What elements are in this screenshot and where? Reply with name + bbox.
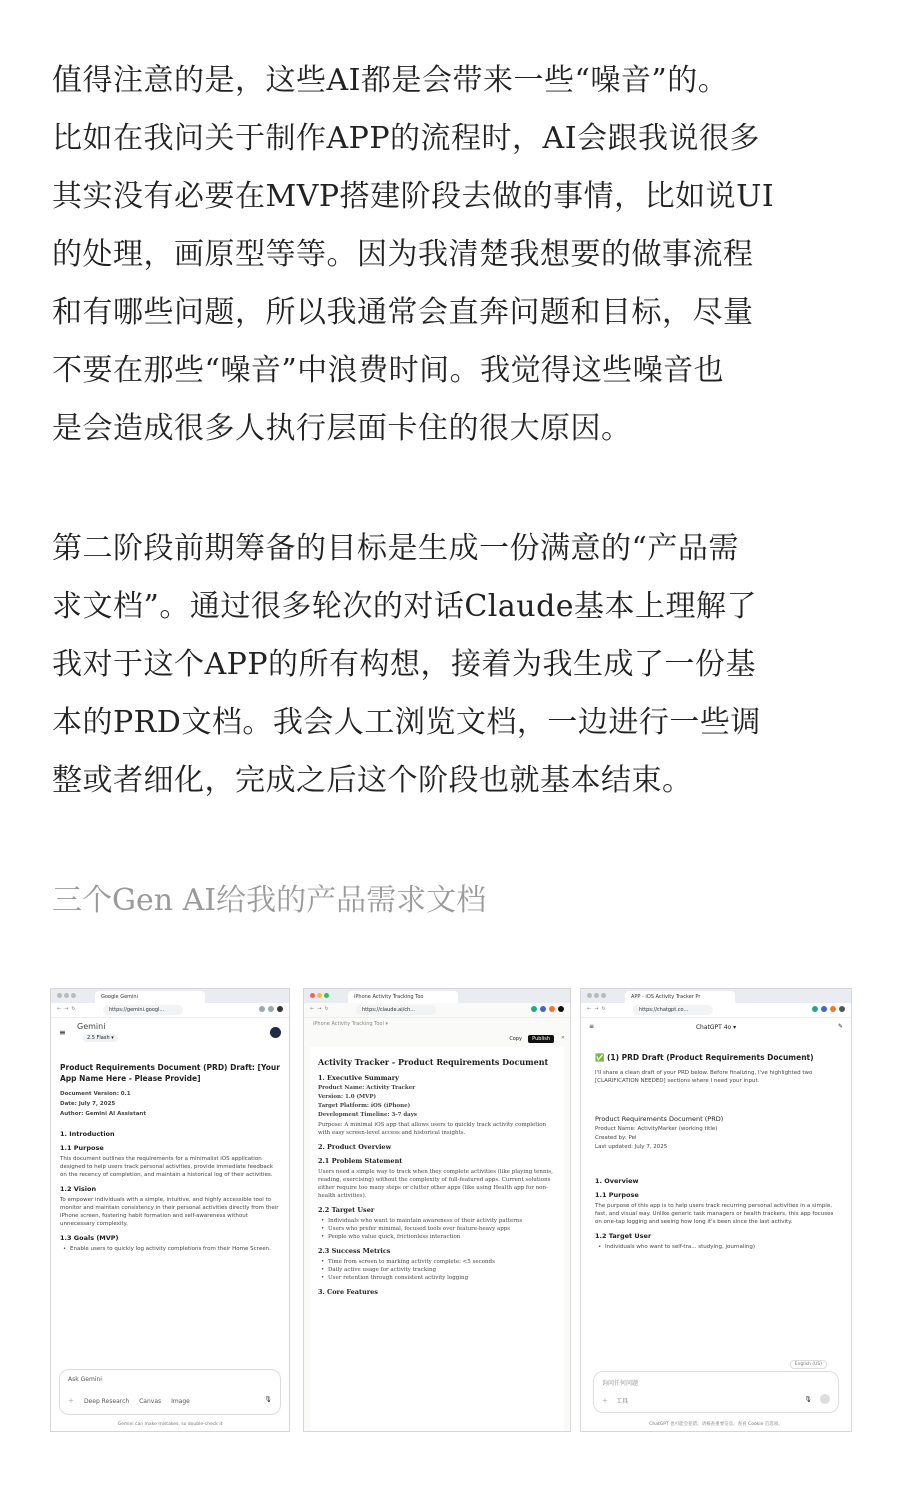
section-heading: 1.3 Goals (MVP) [60, 1234, 119, 1242]
prompt-input[interactable]: Ask Gemini [68, 1376, 102, 1383]
list-item: • Time from screen to marking activity complete: <5 seconds [318, 1258, 556, 1266]
text-line: 整或者细化，完成之后这个阶段也就基本结束。 [52, 763, 693, 798]
section-heading: 1.2 Vision [60, 1185, 97, 1193]
nav-arrows-icon: ←→↻ [57, 1006, 79, 1012]
text-line: 的处理，画原型等等。因为我清楚我想要的做事流程 [52, 237, 754, 272]
claude-screenshot [303, 988, 571, 1432]
paragraph-1 [52, 52, 852, 458]
section-text: This document outlines the requirements for a minimalist iOS application designed to help users track personal activities, provide immediate feedback on the recency of completion, and maintain a historical log of their activities. [60, 1156, 273, 1178]
browser-tab: APP - iOS Activity Tracker Pr [625, 991, 735, 1003]
avatar [270, 1027, 281, 1038]
prompt-tools [602, 1396, 628, 1405]
list-item: • Individuals who want to self-tra... studying, journaling) [595, 1243, 837, 1251]
app-name: Gemini [77, 1022, 106, 1031]
nav-arrows-icon: ←→↻ [310, 1006, 332, 1012]
nav-arrows-icon: ←→↻ [587, 1006, 609, 1012]
tool-deep-research[interactable]: Deep Research [83, 1398, 130, 1405]
tools-button[interactable]: 工具 [615, 1398, 628, 1405]
section-heading: 1. Introduction [60, 1130, 115, 1138]
browser-tabbar [51, 989, 289, 1003]
doc-title: Product Requirements Document (PRD) Draft: [Your App Name Here - Please Provide] [60, 1063, 280, 1083]
window-controls [587, 993, 608, 1000]
meta-line: Product Name: ActivityMarker (working title) [595, 1126, 718, 1132]
text-line: 本的PRD文档。我会人工浏览文档，一边进行一些调 [52, 705, 761, 740]
list-item: • Individuals who want to maintain awareness of their activity patterns [318, 1217, 556, 1225]
meta-line: Development Timeline: 3-7 days [318, 1112, 418, 1118]
text-line: 值得注意的是，这些AI都是会带来一些“噪音”的。 [52, 63, 729, 98]
add-icon[interactable]: ＋ [68, 1398, 75, 1405]
text-line: 是会造成很多人执行层面卡住的很大原因。 [52, 411, 632, 446]
chatgpt-header [581, 1018, 851, 1038]
language-selector[interactable]: English (US) [790, 1360, 827, 1369]
publish-button[interactable]: Publish [528, 1035, 554, 1043]
prompt-box[interactable] [59, 1369, 281, 1415]
section-heading: 1. Overview [595, 1177, 639, 1185]
address-bar [581, 1003, 851, 1018]
disclaimer: Gemini can make mistakes, so double-check it [117, 1422, 223, 1427]
doc-title: Activity Tracker - Product Requirements Document [318, 1057, 549, 1067]
copy-button[interactable]: Copy [509, 1036, 522, 1042]
artifact-toolbar [304, 1033, 570, 1047]
breadcrumb[interactable]: iPhone Activity Tracking Tool ▾ [313, 1021, 388, 1027]
gemini-doc [51, 1062, 289, 1253]
url-field: https://chatgpt.co... [633, 1005, 713, 1015]
meta-line: Target Platform: iOS (iPhone) [318, 1103, 411, 1109]
text-line: 第二阶段前期筹备的目标是生成一份满意的“产品需 [52, 531, 739, 566]
doc-author: Author: Gemini AI Assistant [60, 1111, 146, 1117]
section-text: The purpose of this app is to help users track recurring personal activities in a simple, fast, and visual way. Unlike generic task managers or health trackers, this app focuses on one-tap logging and seeing how long it's been since the last activity. [595, 1203, 834, 1225]
doc-heading: Product Requirements Document (PRD) [595, 1115, 724, 1123]
extension-icons [256, 1006, 283, 1014]
add-icon[interactable]: ＋ [602, 1398, 609, 1405]
section-heading: 2.1 Problem Statement [318, 1157, 403, 1165]
screenshot-collage [50, 988, 850, 1430]
section-heading: 3. Core Features [318, 1288, 378, 1296]
gemini-header [51, 1018, 289, 1048]
section-heading: 1. Executive Summary [318, 1074, 399, 1082]
text-line: 其实没有必要在MVP搭建阶段去做的事情，比如说UI [52, 179, 775, 214]
disclaimer: ChatGPT 也可能会犯错。请核查重要信息。查看 Cookie 首选项。 [649, 1422, 783, 1427]
mic-icon[interactable]: 🎙 [264, 1396, 272, 1403]
section-text: To empower individuals with a simple, intuitive, and highly accessible tool to monitor and maintain consistency in their personal activities directly from their iPhone screen, fostering habit formation and self-awareness without unnecessary complexity. [60, 1197, 279, 1227]
meta-line: Last updated: July 7, 2025 [595, 1144, 668, 1150]
meta-line: Version: 1.0 (MVP) [318, 1094, 377, 1100]
browser-tabbar [304, 989, 570, 1003]
doc-date: Date: July 7, 2025 [60, 1101, 116, 1107]
section-heading: 2.2 Target User [318, 1206, 375, 1214]
doc-version: Document Version: 0.1 [60, 1091, 131, 1097]
menu-icon: ≡ [59, 1028, 66, 1037]
window-controls [57, 993, 78, 1000]
chatgpt-message [581, 1052, 851, 1251]
list-item: • Users who prefer minimal, focused tools over feature-heavy apps [318, 1225, 556, 1233]
url-field: https://gemini.googl... [103, 1005, 183, 1015]
text-line: 求文档”。通过很多轮次的对话Claude基本上理解了 [52, 589, 758, 624]
browser-tabbar [581, 989, 851, 1003]
section-heading: 2.3 Success Metrics [318, 1247, 391, 1255]
gemini-screenshot [50, 988, 290, 1432]
list-item: • People who value quick, frictionless interaction [318, 1233, 556, 1241]
model-selector: 2.5 Flash ▾ [83, 1034, 118, 1042]
section-heading: 1.1 Purpose [595, 1191, 639, 1199]
intro-text: I'll share a clean draft of your PRD below. Before finalizing, I've highlighted two [CLARIFICATION NEEDED] sections where I need your input. [595, 1070, 813, 1084]
browser-tab: Google Gemini [95, 991, 205, 1003]
meta-line: Created by: Pei [595, 1135, 637, 1141]
claude-doc [310, 1047, 564, 1431]
text-line: 比如在我问关于制作APP的流程时，AI会跟我说很多 [52, 121, 761, 156]
close-icon[interactable]: ✕ [560, 1035, 565, 1041]
url-field: https://claude.ai/ch... [356, 1005, 436, 1015]
prompt-input[interactable]: 询问任何问题 [602, 1380, 639, 1387]
window-controls [310, 993, 331, 1000]
prompt-tools [68, 1396, 190, 1405]
text-line: 不要在那些“噪音”中浪费时间。我觉得这些噪音也 [52, 353, 725, 388]
address-bar [51, 1003, 289, 1018]
message-title: ✅ (1) PRD Draft (Product Requirements Document) [595, 1053, 814, 1062]
section-heading: 1.2 Target User [595, 1232, 652, 1240]
chatgpt-screenshot [580, 988, 852, 1432]
prompt-box[interactable] [593, 1371, 839, 1413]
new-chat-icon[interactable]: ✎ [837, 1023, 843, 1030]
tool-canvas[interactable]: Canvas [139, 1398, 162, 1405]
list-item: • Enable users to quickly log activity completions from their Home Screen. [60, 1245, 280, 1253]
extension-icons [528, 1006, 564, 1014]
model-selector[interactable]: ChatGPT 4o ▾ [695, 1024, 737, 1031]
section-text: Users need a simple way to track when they complete activities (like playing tennis, reading, exercising) without the complexity of full-featured apps. Current solutions either require too many steps or clutter other apps (like using Health app for non-health activities). [318, 1169, 553, 1199]
section-heading: 1.1 Purpose [60, 1144, 104, 1152]
meta-line: Product Name: Activity Tracker [318, 1085, 416, 1091]
purpose-text: Purpose: A minimal iOS app that allows users to quickly track activity completion with easy screen-level access and historical insights. [318, 1122, 547, 1136]
text-line: 我对于这个APP的所有构想，接着为我生成了一份基 [52, 647, 757, 682]
list-item: • User retention through consistent activity logging [318, 1274, 556, 1282]
voice-mode-icon[interactable] [820, 1394, 830, 1404]
paragraph-2 [52, 520, 852, 810]
list-item: • Daily active usage for activity tracking [318, 1266, 556, 1274]
sidebar-icon[interactable]: ≡ [589, 1023, 595, 1030]
mic-icon[interactable]: 🎙 [804, 1396, 812, 1403]
text-line: 和有哪些问题，所以我通常会直奔问题和目标，尽量 [52, 295, 754, 330]
section-heading: 2. Product Overview [318, 1143, 392, 1151]
tool-image[interactable]: Image [171, 1398, 190, 1405]
browser-tab: iPhone Activity Tracking Too [348, 991, 458, 1003]
address-bar [304, 1003, 570, 1018]
extension-icons [809, 1006, 845, 1014]
image-caption: 三个Gen AI给我的产品需求文档 [52, 883, 487, 918]
